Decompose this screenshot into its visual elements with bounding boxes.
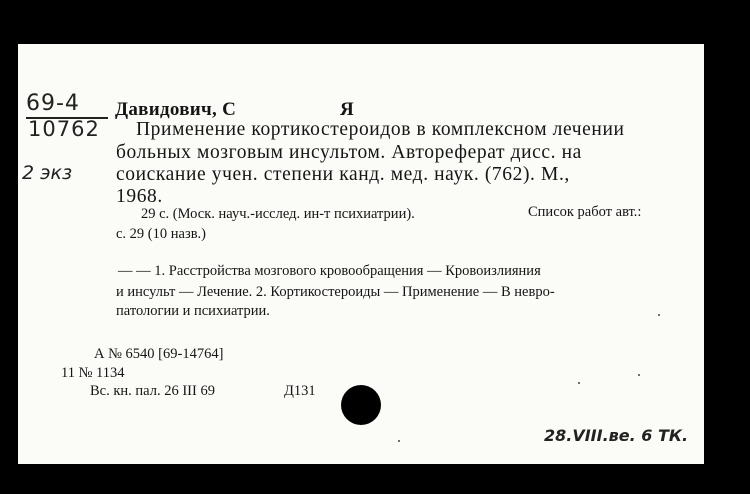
accession-line-3: Вс. кн. пал. 26 III 69: [90, 383, 215, 399]
handwritten-inventory-number: 10762: [28, 117, 100, 141]
collation-line-2: с. 29 (10 назв.): [116, 226, 206, 242]
card-author-initial: Я: [340, 99, 354, 120]
speck: [578, 382, 580, 384]
speck: [398, 440, 400, 442]
catalog-card: [18, 44, 704, 464]
card-author: Давидович, С: [115, 99, 237, 120]
handwritten-copies-count: 2 экз: [22, 162, 73, 184]
accession-line-1: А № 6540 [69-14764]: [94, 346, 224, 362]
title-line-3: соискание учен. степени канд. мед. наук. (762). М.,: [116, 164, 570, 185]
title-line-2: больных мозговым инсультом. Автореферат дисс. на: [116, 142, 582, 163]
punch-hole: [341, 385, 381, 425]
subject-line-1: — — 1. Расстройства мозгового кровообращения — Кровоизлияния: [118, 263, 541, 279]
accession-line-2: 11 № 1134: [61, 365, 125, 381]
speck: [638, 374, 640, 376]
speck: [658, 314, 660, 316]
handwritten-date-note: 28.VIII.ве. 6 ТК.: [544, 426, 689, 445]
handwritten-call-number: 69-4: [26, 91, 80, 116]
title-line-1: Применение кортикостероидов в комплексном лечении: [136, 119, 625, 140]
title-line-4: 1968.: [116, 186, 163, 207]
collation-bibliography-note: Список работ авт.:: [528, 204, 642, 220]
classification-code: Д131: [284, 383, 316, 399]
subject-line-3: патологии и психиатрии.: [116, 303, 270, 319]
subject-line-2: и инсульт — Лечение. 2. Кортикостероиды — Применение — В невро-: [116, 284, 555, 300]
collation-line-1: 29 с. (Моск. науч.-исслед. ин-т психиатрии).: [141, 206, 415, 222]
